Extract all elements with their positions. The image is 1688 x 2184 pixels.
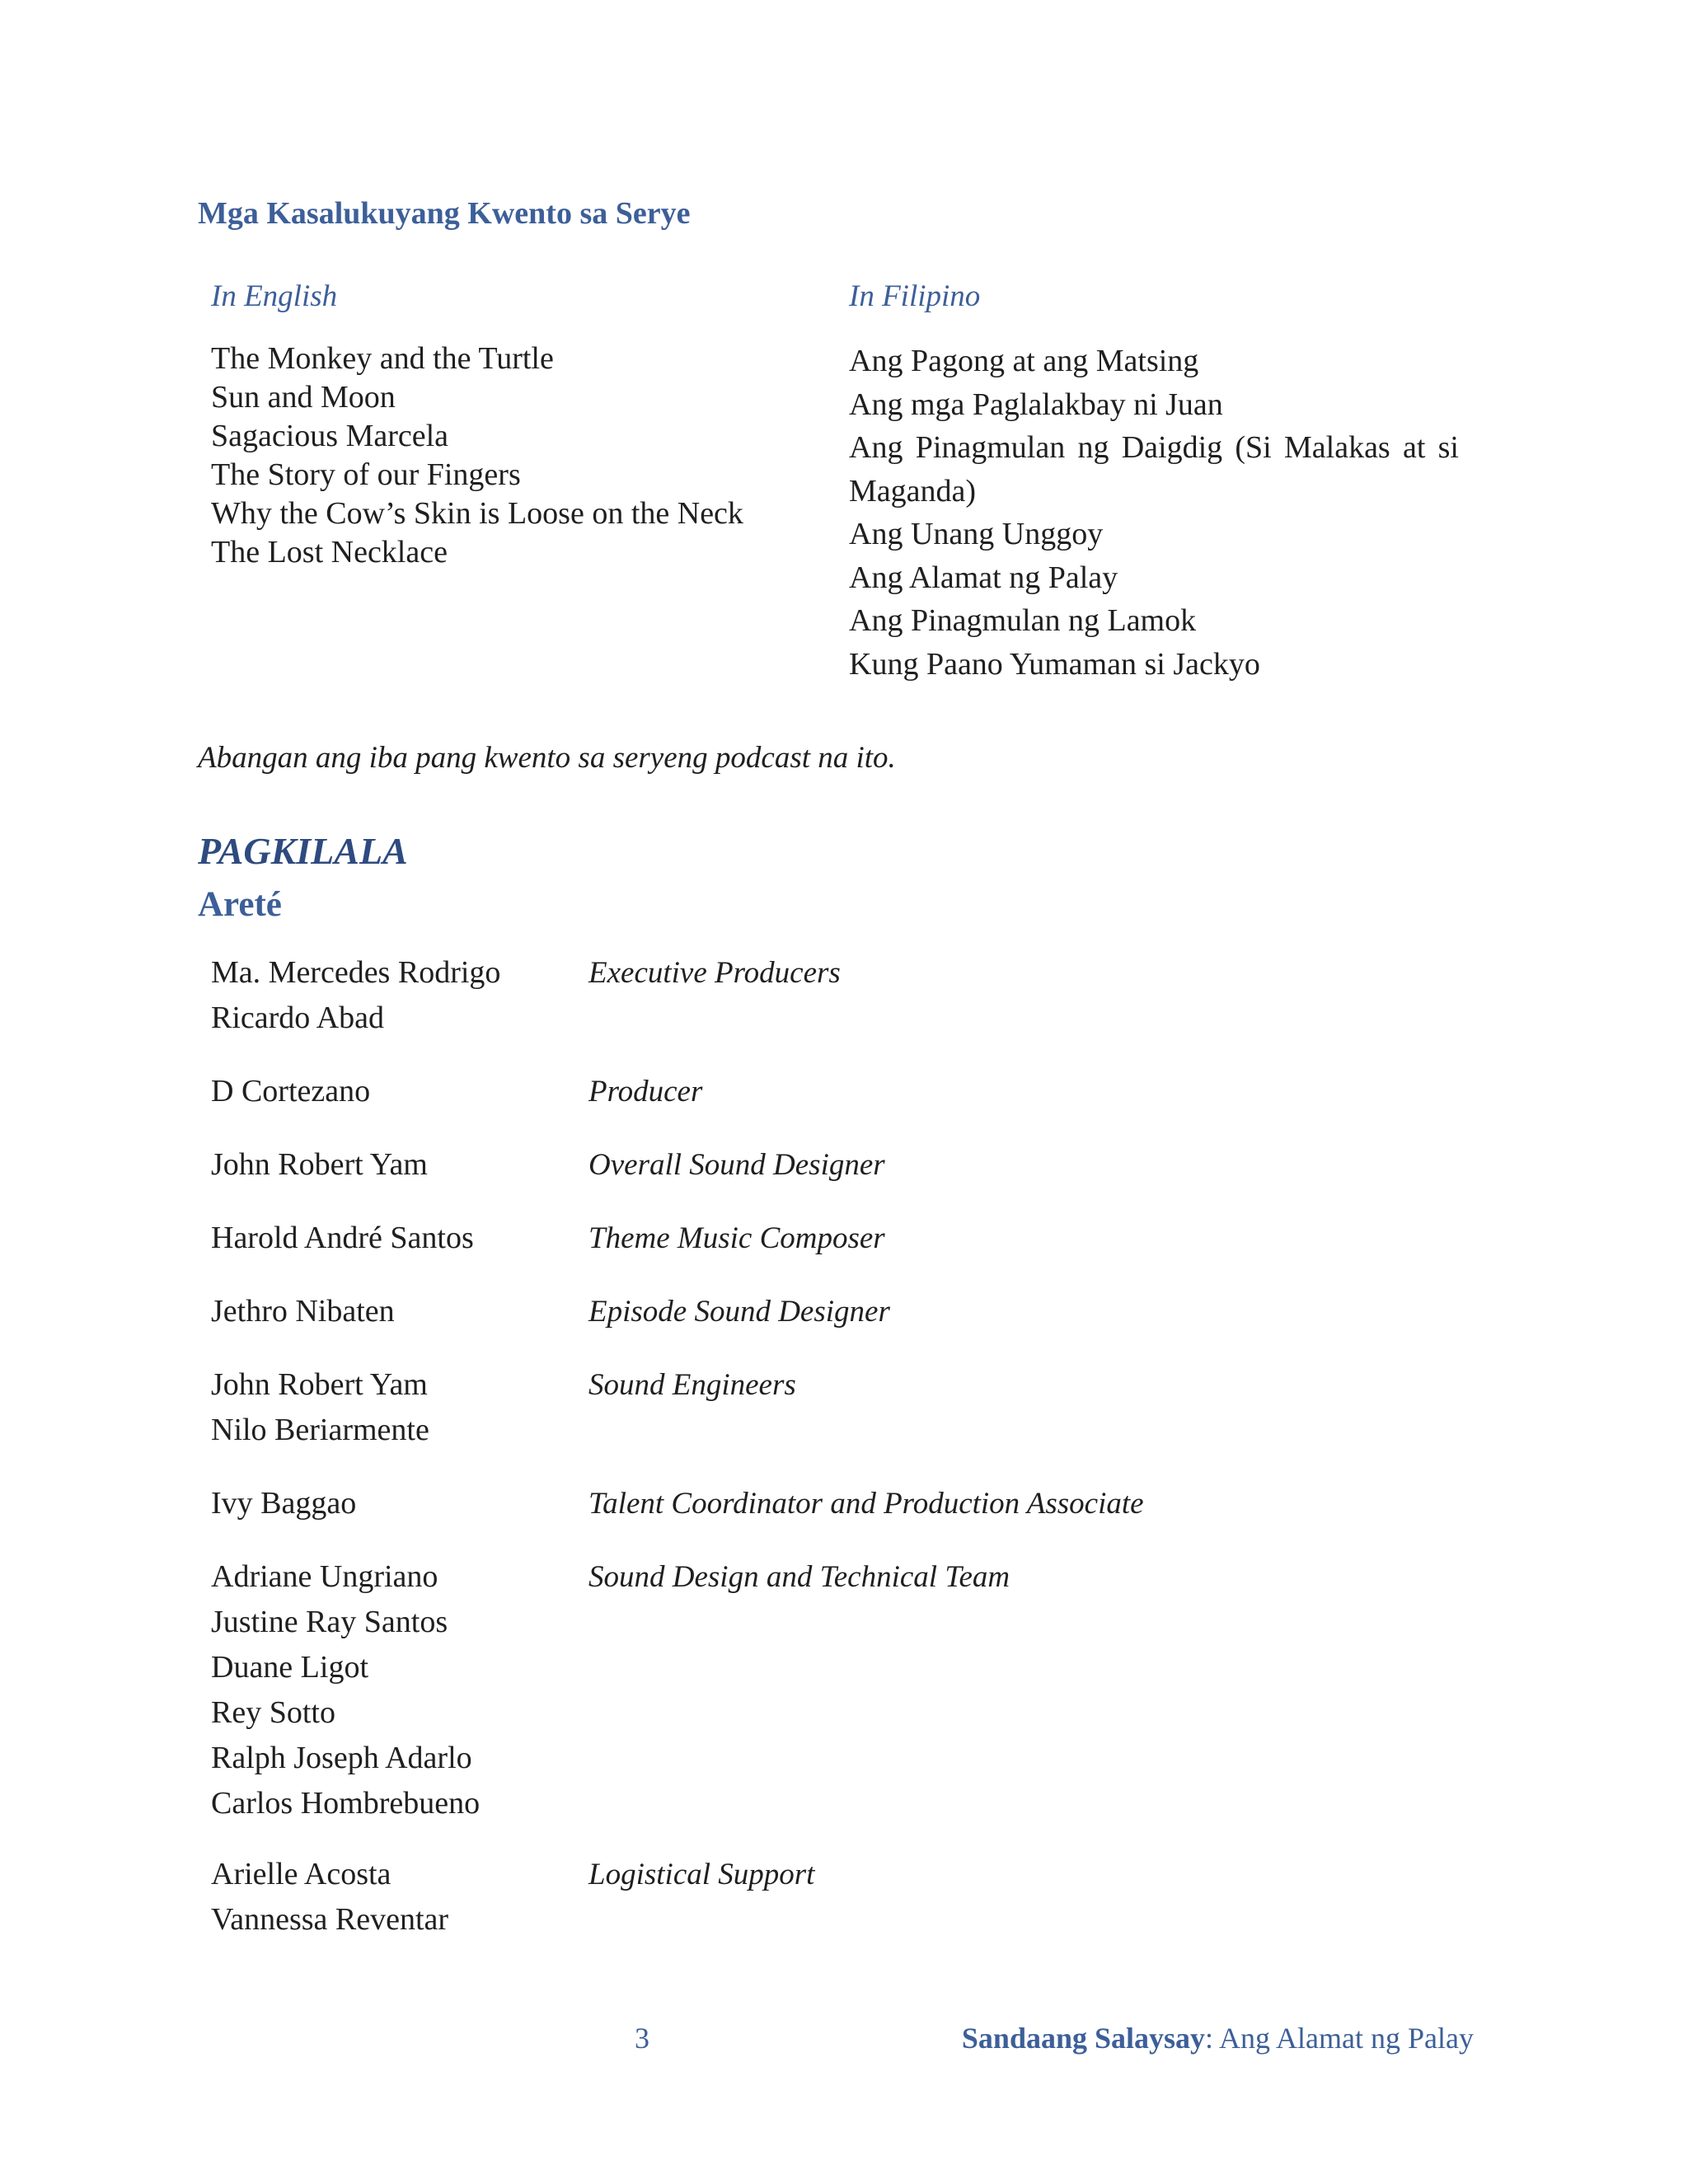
credit-names xyxy=(211,1216,474,1261)
credit-name: Carlos Hombrebueno xyxy=(211,1786,481,1821)
credit-name: John Robert Yam xyxy=(211,1367,428,1402)
credit-role: Sound Design and Technical Team xyxy=(588,1560,1010,1594)
series-heading: Mga Kasalukuyang Kwento sa Serye xyxy=(198,196,691,231)
list-item: Kung Paano Yumaman si Jackyo xyxy=(849,646,1260,682)
credit-names xyxy=(211,1289,395,1334)
credit-role: Sound Engineers xyxy=(588,1368,796,1402)
filipino-heading: In Filipino xyxy=(849,279,981,313)
credit-role: Theme Music Composer xyxy=(588,1221,885,1255)
credit-role: Overall Sound Designer xyxy=(588,1148,885,1182)
credit-name: Vannessa Reventar xyxy=(211,1902,449,1937)
running-title-rest: : Ang Alamat ng Palay xyxy=(1205,2022,1474,2055)
credit-names xyxy=(211,1554,480,1826)
credit-name: Justine Ray Santos xyxy=(211,1605,448,1639)
credit-name: Harold André Santos xyxy=(211,1221,474,1255)
credit-names xyxy=(211,1069,370,1114)
credits-heading: PAGKILALA xyxy=(198,830,408,872)
list-item: The Lost Necklace xyxy=(211,535,448,569)
series-note: Abangan ang iba pang kwento sa seryeng podcast na ito. xyxy=(198,741,896,775)
credit-name: Arielle Acosta xyxy=(211,1857,392,1891)
credit-name: D Cortezano xyxy=(211,1074,371,1108)
list-item: Ang Pinagmulan ng Lamok xyxy=(849,603,1197,638)
credit-name: Adriane Ungriano xyxy=(211,1559,438,1594)
page-number: 3 xyxy=(635,2022,649,2055)
credit-names xyxy=(211,1362,429,1453)
list-item: Ang Pinagmulan ng Daigdig (Si Malakas at si Maganda) xyxy=(849,430,1459,509)
credit-name: Ivy Baggao xyxy=(211,1486,357,1521)
credit-name: Ralph Joseph Adarlo xyxy=(211,1741,472,1775)
english-title-list xyxy=(211,340,788,572)
list-item: Sagacious Marcela xyxy=(211,419,449,453)
credit-role: Executive Producers xyxy=(588,956,841,990)
list-item: The Monkey and the Turtle xyxy=(211,341,554,376)
list-item: Why the Cow’s Skin is Loose on the Neck xyxy=(211,496,743,531)
running-title-bold: Sandaang Salaysay xyxy=(961,2022,1206,2055)
list-item: Ang Unang Unggoy xyxy=(849,517,1104,551)
credit-name: Ma. Mercedes Rodrigo xyxy=(211,955,501,990)
organization-name: Areté xyxy=(198,885,282,924)
credit-role: Logistical Support xyxy=(588,1858,815,1891)
credit-names xyxy=(211,950,500,1041)
list-item: The Story of our Fingers xyxy=(211,457,521,492)
list-item: Sun and Moon xyxy=(211,380,396,415)
credit-role: Producer xyxy=(588,1075,703,1108)
credit-names xyxy=(211,1481,356,1526)
list-item: Ang Alamat ng Palay xyxy=(849,560,1118,595)
credit-name: Rey Sotto xyxy=(211,1695,335,1730)
running-title xyxy=(962,2021,1474,2055)
english-heading: In English xyxy=(211,279,338,313)
list-item: Ang mga Paglalakbay ni Juan xyxy=(849,387,1223,422)
credit-name: Nilo Beriarmente xyxy=(211,1413,429,1447)
credit-role: Episode Sound Designer xyxy=(588,1295,890,1329)
list-item: Ang Pagong at ang Matsing xyxy=(849,344,1199,378)
filipino-title-list xyxy=(849,340,1459,686)
credit-role: Talent Coordinator and Production Associate xyxy=(588,1487,1144,1521)
credit-name: Ricardo Abad xyxy=(211,1001,385,1035)
credit-names xyxy=(211,1142,428,1188)
credit-name: Duane Ligot xyxy=(211,1650,369,1685)
credit-name: Jethro Nibaten xyxy=(211,1294,395,1329)
credit-name: John Robert Yam xyxy=(211,1147,428,1182)
credit-names xyxy=(211,1852,448,1943)
